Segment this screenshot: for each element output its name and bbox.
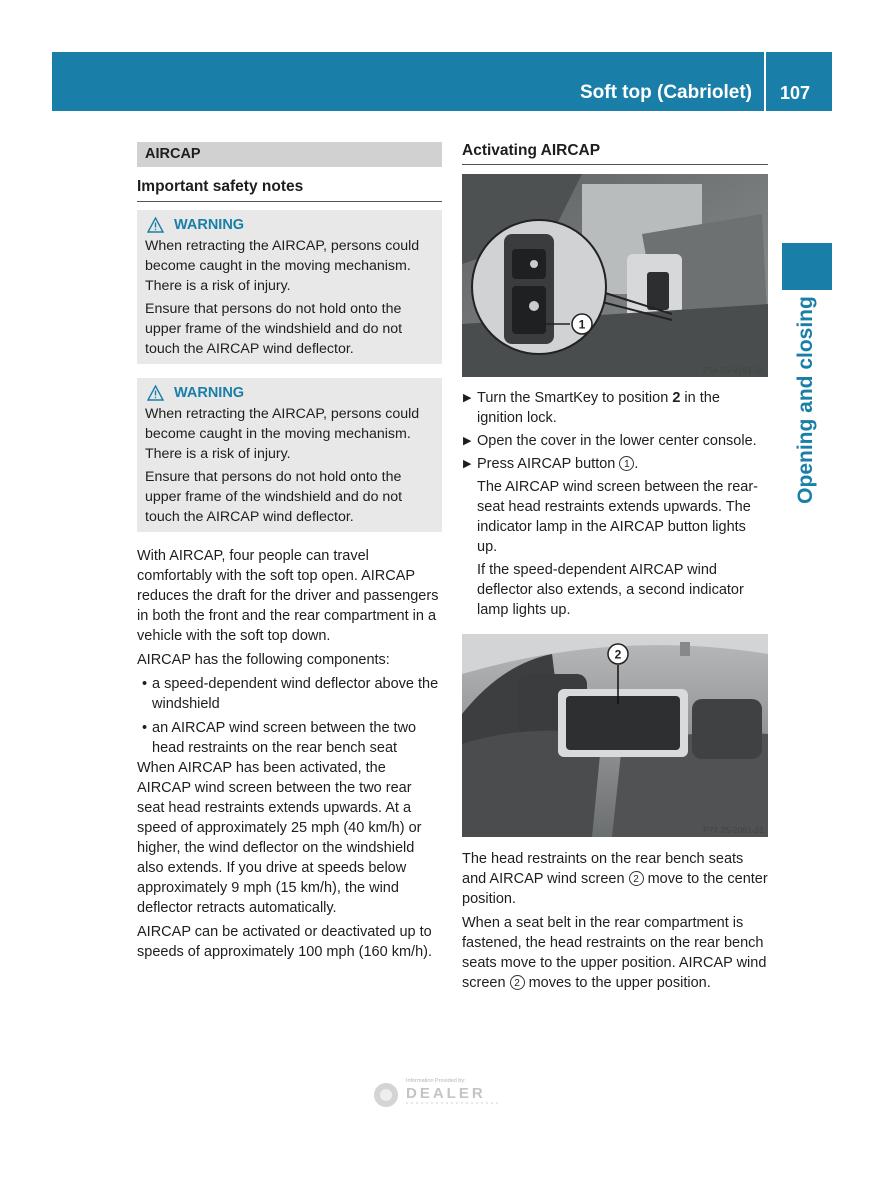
- warning-text: Ensure that persons do not hold onto the upper frame of the windshield and do not touch the AIRCAP wind deflector.: [145, 301, 403, 357]
- intro-paragraph: With AIRCAP, four people can travel comfortably with the soft top open. AIRCAP reduces the draft for the driver and passengers in both the front and the rear compartment in a vehicle with the soft top down.: [137, 548, 439, 644]
- warning-triangle-icon: [147, 217, 164, 233]
- key-position: 2: [672, 390, 681, 406]
- left-column: [137, 142, 442, 962]
- step-text: Press AIRCAP button: [477, 456, 620, 472]
- result-text: The AIRCAP wind screen between the rear-seat head restraints extends upwards. The indicator lamp in the AIRCAP button lights up.: [477, 479, 759, 555]
- warning-box: [137, 210, 442, 364]
- header-divider: [764, 52, 766, 111]
- step-item: [462, 454, 768, 620]
- watermark-line-1: Information Provided by:: [406, 1078, 466, 1084]
- image-code: P77.25-2081-31: [703, 825, 764, 835]
- components-intro: AIRCAP has the following components:: [137, 652, 390, 668]
- step-arrow-icon: ▶: [463, 435, 472, 447]
- aircap-button-photo: [462, 174, 768, 377]
- callout-ref: 1: [619, 456, 634, 471]
- warning-text: When retracting the AIRCAP, persons could become caught in the moving mechanism. There is a risk of injury.: [145, 406, 420, 462]
- instruction-steps: [462, 388, 768, 620]
- warning-title: [145, 382, 434, 404]
- callout-ref: 2: [629, 871, 644, 886]
- warning-label: WARNING: [174, 385, 245, 401]
- page-number: 107: [779, 83, 810, 103]
- chapter-label: Opening and closing: [794, 296, 817, 504]
- dealer-logo-icon: [372, 1073, 506, 1109]
- paragraph-text: moves to the upper position.: [524, 975, 711, 991]
- callout-2: 2: [614, 647, 622, 662]
- section-title: AIRCAP: [137, 142, 442, 167]
- speed-paragraph: AIRCAP can be activated or deactivated up to speeds of approximately 100 mph (160 km/h).: [137, 924, 432, 960]
- paragraph-text: When a seat belt in the rear compartment is fastened, the head restraints on the rear bench seats move to the upper position. AIRCAP wind screen: [462, 915, 767, 991]
- step-item: [462, 431, 768, 451]
- dealer-watermark: [372, 1073, 506, 1109]
- list-item: • a speed-dependent wind deflector above the windshield: [137, 674, 442, 714]
- step-item: [462, 388, 768, 428]
- image-code: P54.25-9191-31: [703, 365, 764, 375]
- components-list: [137, 674, 442, 758]
- subheading: Important safety notes: [137, 178, 442, 202]
- warning-triangle-icon: [147, 385, 164, 401]
- step-text: .: [634, 456, 639, 472]
- callout-1: 1: [578, 317, 586, 332]
- warning-title: [145, 214, 434, 236]
- upper-position-paragraph: [462, 913, 768, 993]
- header-title: Soft top (Cabriolet): [579, 82, 752, 103]
- rear-seat-illustration: [462, 634, 768, 837]
- center-position-paragraph: [462, 849, 768, 909]
- list-item: • an AIRCAP wind screen between the two head restraints on the rear bench seat: [137, 718, 442, 758]
- right-column: [462, 142, 768, 993]
- chapter-tab: [782, 243, 832, 290]
- right-heading: Activating AIRCAP: [462, 142, 768, 165]
- activated-paragraph: When AIRCAP has been activated, the AIRCAP wind screen between the two rear seat head restraints extends upwards. At a speed of approximately 25 mph (40 km/h) or higher, the wind deflector on the windshield also extends. If you drive at speeds below approximately 9 mph (15 km/h), the wind deflector retracts automatically.: [137, 760, 422, 916]
- page-header: [52, 52, 832, 111]
- result-text: If the speed-dependent AIRCAP wind deflector also extends, a second indicator lamp lights up.: [477, 562, 744, 618]
- watermark-line-2: DEALER: [406, 1085, 486, 1102]
- step-arrow-icon: ▶: [463, 392, 472, 404]
- callout-ref: 2: [510, 975, 525, 990]
- step-text: Turn the SmartKey to position: [477, 390, 673, 406]
- console-illustration: [462, 174, 768, 377]
- paragraph-text: The head restraints on the rear bench seats and AIRCAP wind screen: [462, 851, 744, 887]
- warning-box: [137, 378, 442, 532]
- step-arrow-icon: ▶: [463, 458, 472, 470]
- paragraph-text: move to the center position.: [462, 871, 768, 907]
- warning-label: WARNING: [174, 217, 245, 233]
- warning-text: When retracting the AIRCAP, persons could become caught in the moving mechanism. There is a risk of injury.: [145, 238, 420, 294]
- wind-screen-photo: [462, 634, 768, 837]
- step-text: Open the cover in the lower center console.: [477, 433, 757, 449]
- warning-text: Ensure that persons do not hold onto the upper frame of the windshield and do not touch the AIRCAP wind deflector.: [145, 469, 403, 525]
- step-text: in the ignition lock.: [477, 390, 720, 426]
